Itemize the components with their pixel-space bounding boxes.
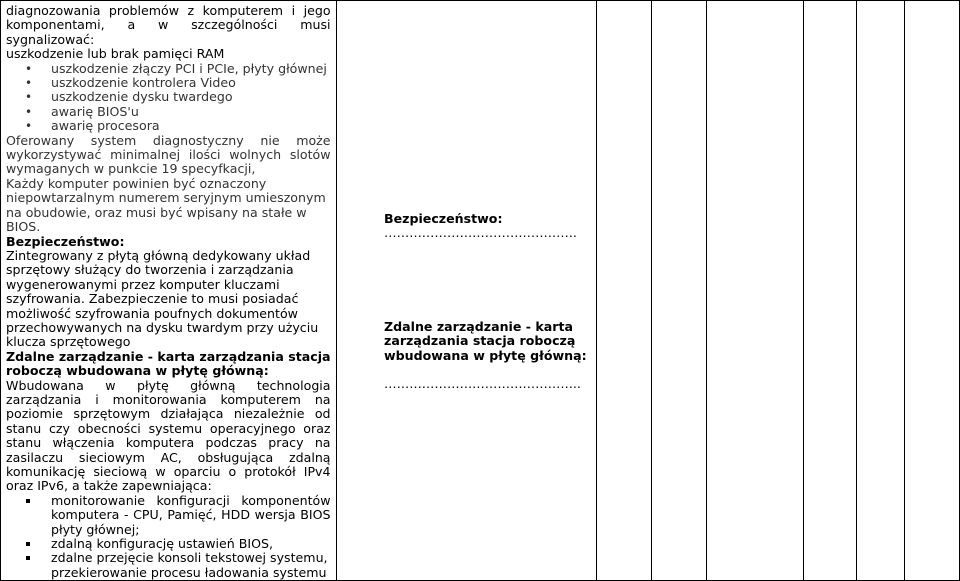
security-heading: Bezpieczeństwo: (6, 233, 125, 249)
list-item: zdalną konfigurację ustawień BIOS, (6, 537, 331, 551)
features-list (6, 494, 331, 580)
security-text: Zintegrowany z płytą główną dedykowany układ sprzętowy służący do tworzenia i zarządzania wygenerowanymi przez komputer kluczami szyfrowania. Zabezpieczenie to musi posiadać możliwość szyfrowania poufnych dokumentów przechowywanych na dysku twardym przy użyciu klucza sprzętowego (6, 247, 319, 350)
remote-management-heading: Zdalne zarządzanie - karta zarządzania stacja roboczą wbudowana w płytę główną: (6, 348, 331, 379)
list-item: • uszkodzenie kontrolera Video (6, 76, 331, 90)
offer-cell (336, 1, 596, 581)
offer-security-field: ………………………………………. (384, 225, 577, 241)
requirements-text (1, 1, 336, 580)
offer-remote-field: ……………………………………….. (384, 376, 581, 392)
table-row (1, 1, 960, 581)
empty-cell (651, 1, 706, 581)
list-item: • awarię BIOS'u (6, 105, 331, 119)
diagnostics-slots-text: Oferowany system diagnostyczny nie może wykorzystywać minimalnej ilości wolnych slotów wymaganych w punkcie 19 specyfkacji, (6, 132, 331, 177)
empty-cell (804, 1, 857, 581)
empty-cell (857, 1, 905, 581)
list-item: zdalne przejęcie konsoli tekstowej systemu, przekierowanie procesu ładowania systemu (6, 551, 331, 580)
faults-list (6, 62, 331, 134)
offer-security-heading: Bezpieczeństwo: (384, 211, 503, 226)
list-item: • awarię procesora (6, 119, 331, 133)
serial-number-text: Każdy komputer powinien być oznaczony niepowtarzalnym numerem seryjnym umieszonym na obudowie, oraz musi być wpisany na stałe w BIOS. (6, 175, 326, 235)
empty-cell (905, 1, 960, 581)
empty-cell (596, 1, 651, 581)
offer-remote-block (384, 320, 634, 392)
diagnostics-intro: diagnozowania problemów z komputerem i jego komponentami, a w szczególności musi sygnalizować: (6, 3, 331, 47)
list-item: • uszkodzenie złączy PCI i PCIe, płyty głównej (6, 62, 331, 76)
list-item: monitorowanie konfiguracji komponentów komputera - CPU, Pamięć, HDD wersja BIOS płyty głównej; (6, 494, 331, 537)
empty-cell (706, 1, 804, 581)
faults-heading: uszkodzenie lub brak pamięci RAM (6, 46, 225, 62)
requirements-cell (1, 1, 337, 581)
offer-security-block (384, 212, 634, 241)
remote-management-text: Wbudowana w płytę główną technologia zarządzania i monitorowania komputerem na poziomie sprzętowym działająca niezależnie od stanu czy obecności systemu operacyjnego oraz stanu włączenia komputera podczas pracy na zasilaczu sieciowym AC, obsługująca zdalną komunikację sieciową w oparciu o protokół IPv4 oraz IPv6, a także zapewniająca: (6, 377, 331, 494)
list-item: • uszkodzenie dysku twardego (6, 90, 331, 104)
offer-remote-heading: Zdalne zarządzanie - karta zarządzania stacja roboczą wbudowana w płytę główną: (384, 319, 587, 363)
